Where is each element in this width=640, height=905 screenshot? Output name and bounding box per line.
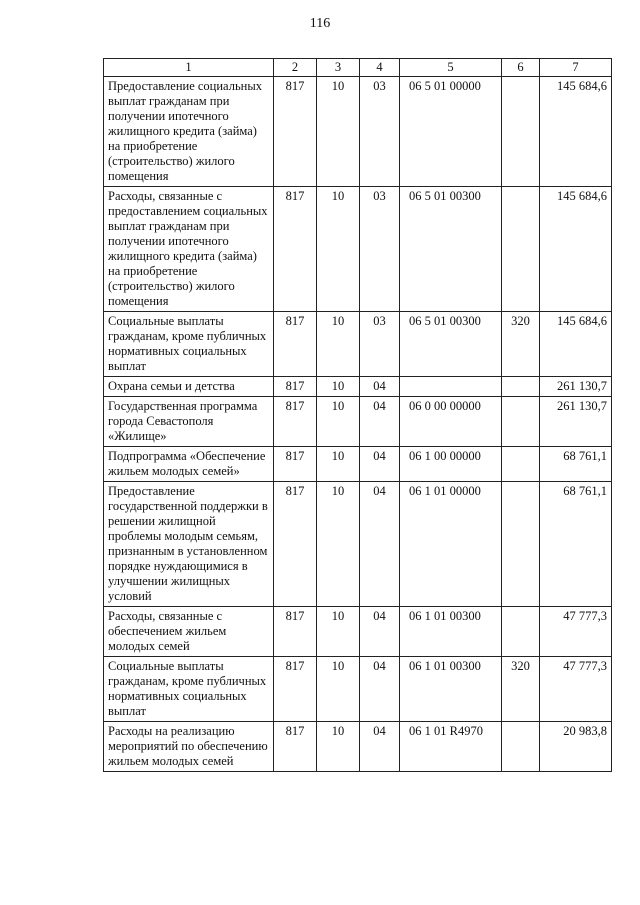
row-amount: 145 684,6: [540, 187, 612, 312]
row-target-code: [400, 377, 502, 397]
table-row: [104, 397, 612, 447]
column-header: 7: [540, 59, 612, 77]
row-expense-type: [502, 607, 540, 657]
table-header-row: [104, 59, 612, 77]
row-target-code: 06 5 01 00300: [400, 187, 502, 312]
row-expense-type: 320: [502, 312, 540, 377]
row-target-code: 06 1 01 00300: [400, 607, 502, 657]
row-target-code: 06 1 00 00000: [400, 447, 502, 482]
row-subsection-code: 04: [360, 657, 400, 722]
table-row: [104, 607, 612, 657]
row-section-code: 10: [317, 657, 360, 722]
row-admin-code: 817: [274, 722, 317, 772]
row-amount: 20 983,8: [540, 722, 612, 772]
row-section-code: 10: [317, 447, 360, 482]
row-name: Расходы на реализацию мероприятий по обеспечению жильем молодых семей: [104, 722, 274, 772]
row-amount: 47 777,3: [540, 607, 612, 657]
row-subsection-code: 04: [360, 482, 400, 607]
row-expense-type: [502, 377, 540, 397]
column-header: 4: [360, 59, 400, 77]
row-name: Предоставление социальных выплат гражданам при получении ипотечного жилищного кредита (займа) на приобретение (строительство) жилого помещения: [104, 77, 274, 187]
table-row: [104, 377, 612, 397]
row-name: Государственная программа города Севастополя «Жилище»: [104, 397, 274, 447]
row-expense-type: [502, 447, 540, 482]
row-subsection-code: 03: [360, 77, 400, 187]
row-admin-code: 817: [274, 187, 317, 312]
row-amount: 261 130,7: [540, 377, 612, 397]
row-section-code: 10: [317, 77, 360, 187]
row-amount: 261 130,7: [540, 397, 612, 447]
row-name: Расходы, связанные с предоставлением социальных выплат гражданам при получении ипотечного жилищного кредита (займа) на приобретение (строительство) жилого помещения: [104, 187, 274, 312]
row-admin-code: 817: [274, 397, 317, 447]
row-subsection-code: 03: [360, 187, 400, 312]
row-name: Подпрограмма «Обеспечение жильем молодых семей»: [104, 447, 274, 482]
row-subsection-code: 04: [360, 722, 400, 772]
column-header: 2: [274, 59, 317, 77]
row-name: Охрана семьи и детства: [104, 377, 274, 397]
row-section-code: 10: [317, 377, 360, 397]
row-expense-type: [502, 482, 540, 607]
row-expense-type: 320: [502, 657, 540, 722]
table-row: [104, 312, 612, 377]
row-name: Предоставление государственной поддержки в решении жилищной проблемы молодым семьям, признанным в установленном порядке нуждающимися в улучшении жилищных условий: [104, 482, 274, 607]
row-section-code: 10: [317, 607, 360, 657]
row-target-code: 06 1 01 00300: [400, 657, 502, 722]
row-subsection-code: 04: [360, 377, 400, 397]
column-header: 1: [104, 59, 274, 77]
row-expense-type: [502, 77, 540, 187]
column-header: 6: [502, 59, 540, 77]
row-admin-code: 817: [274, 607, 317, 657]
row-amount: 145 684,6: [540, 312, 612, 377]
table-row: [104, 657, 612, 722]
row-amount: 47 777,3: [540, 657, 612, 722]
table-row: [104, 482, 612, 607]
table-row: [104, 722, 612, 772]
row-name: Социальные выплаты гражданам, кроме публичных нормативных социальных выплат: [104, 312, 274, 377]
row-target-code: 06 5 01 00300: [400, 312, 502, 377]
row-section-code: 10: [317, 397, 360, 447]
row-target-code: 06 1 01 00000: [400, 482, 502, 607]
row-amount: 68 761,1: [540, 482, 612, 607]
row-section-code: 10: [317, 722, 360, 772]
row-name: Социальные выплаты гражданам, кроме публичных нормативных социальных выплат: [104, 657, 274, 722]
row-admin-code: 817: [274, 657, 317, 722]
column-header: 3: [317, 59, 360, 77]
row-section-code: 10: [317, 187, 360, 312]
row-subsection-code: 04: [360, 397, 400, 447]
row-section-code: 10: [317, 312, 360, 377]
row-section-code: 10: [317, 482, 360, 607]
column-header: 5: [400, 59, 502, 77]
row-expense-type: [502, 397, 540, 447]
row-admin-code: 817: [274, 77, 317, 187]
row-subsection-code: 04: [360, 607, 400, 657]
row-admin-code: 817: [274, 447, 317, 482]
row-admin-code: 817: [274, 377, 317, 397]
row-target-code: 06 1 01 R4970: [400, 722, 502, 772]
row-subsection-code: 03: [360, 312, 400, 377]
row-expense-type: [502, 722, 540, 772]
table-row: [104, 447, 612, 482]
table-row: [104, 187, 612, 312]
table-row: [104, 77, 612, 187]
row-name: Расходы, связанные с обеспечением жильем молодых семей: [104, 607, 274, 657]
row-target-code: 06 5 01 00000: [400, 77, 502, 187]
row-amount: 145 684,6: [540, 77, 612, 187]
budget-table: [103, 58, 612, 772]
row-subsection-code: 04: [360, 447, 400, 482]
row-expense-type: [502, 187, 540, 312]
page-number: 116: [309, 16, 331, 31]
row-target-code: 06 0 00 00000: [400, 397, 502, 447]
row-admin-code: 817: [274, 312, 317, 377]
row-amount: 68 761,1: [540, 447, 612, 482]
row-admin-code: 817: [274, 482, 317, 607]
